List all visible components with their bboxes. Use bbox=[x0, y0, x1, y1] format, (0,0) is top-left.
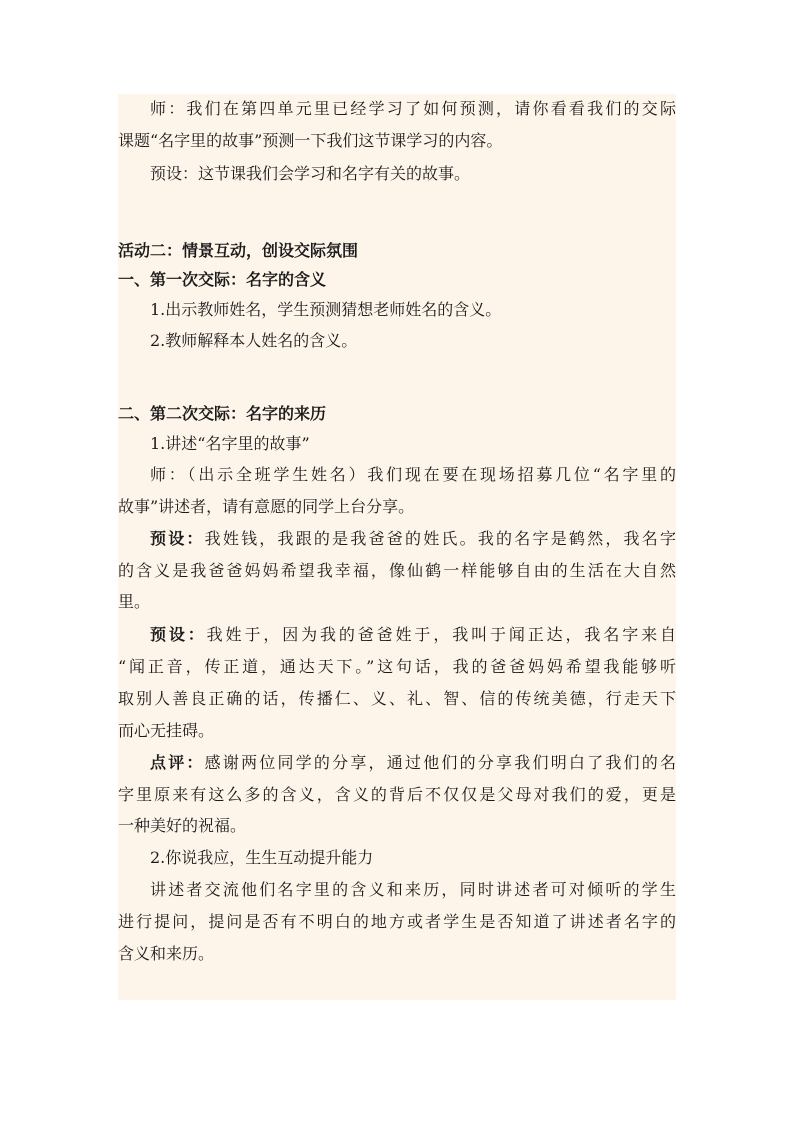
activity2-heading: 活动二：情景互动，创设交际氛围 bbox=[118, 241, 359, 260]
part2-teacher-line-1: 师：（出示全班学生姓名）我们现在要在现场招募几位“名字里的 bbox=[150, 465, 676, 484]
document-page bbox=[118, 94, 676, 1000]
comment-label: 点评： bbox=[150, 753, 205, 772]
part2-heading: 二、第二次交际：名字的来历 bbox=[118, 404, 327, 423]
comment-line-3: 一种美好的祝福。 bbox=[118, 816, 247, 835]
narration-line-1: 讲述者交流他们名字里的含义和来历，同时讲述者可对倾听的学生 bbox=[150, 880, 676, 899]
preset2-line-2: “闻正音，传正道，通达天下。”这句话，我的爸爸妈妈希望我能够听 bbox=[118, 657, 676, 676]
part1-heading: 一、第一次交际：名字的含义 bbox=[118, 270, 327, 289]
preset1-label: 预设： bbox=[150, 529, 205, 548]
part1-item-1: 1.出示教师姓名，学生预测猜想老师姓名的含义。 bbox=[150, 300, 502, 319]
teacher-intro-line-2: 课题“名字里的故事”预测一下我们这节课学习的内容。 bbox=[118, 131, 503, 150]
preset2-line-3: 取别人善良正确的话，传播仁、义、礼、智、信的传统美德，行走天下 bbox=[118, 689, 676, 708]
preset1-line-2: 的含义是我爸爸妈妈希望我幸福，像仙鹤一样能够自由的生活在大自然 bbox=[118, 561, 676, 580]
part1-item-2: 2.教师解释本人姓名的含义。 bbox=[150, 331, 358, 350]
preset2-line-1 bbox=[118, 625, 676, 645]
comment-line-2: 字里原来有这么多的含义，含义的背后不仅仅是父母对我们的爱，更是 bbox=[118, 785, 676, 804]
comment-text-1: 感谢两位同学的分享，通过他们的分享我们明白了我们的名 bbox=[204, 753, 676, 772]
part2-item-2: 2.你说我应，生生互动提升能力 bbox=[150, 848, 374, 867]
narration-line-3: 含义和来历。 bbox=[118, 944, 215, 963]
part2-teacher-line-2: 故事”讲述者，请有意愿的同学上台分享。 bbox=[118, 497, 415, 516]
preset1-line-1 bbox=[118, 529, 676, 549]
preset1-line-3: 里。 bbox=[118, 592, 151, 611]
intro-preset: 预设：这节课我们会学习和名字有关的故事。 bbox=[150, 164, 471, 183]
preset2-text-1: 我姓于，因为我的爸爸姓于，我叫于闻正达，我名字来自 bbox=[206, 625, 676, 644]
preset2-label: 预设： bbox=[150, 625, 207, 644]
teacher-intro-line-1: 师：我们在第四单元里已经学习了如何预测，请你看看我们的交际 bbox=[150, 99, 676, 118]
preset2-line-4: 而心无挂碍。 bbox=[118, 721, 215, 740]
narration-line-2: 进行提问，提问是否有不明白的地方或者学生是否知道了讲述者名字的 bbox=[118, 912, 676, 931]
preset1-text-1: 我姓钱，我跟的是我爸爸的姓氏。我的名字是鹤然，我名字 bbox=[204, 529, 676, 548]
part2-item-1: 1.讲述“名字里的故事” bbox=[150, 434, 310, 453]
comment-line-1 bbox=[118, 753, 676, 773]
